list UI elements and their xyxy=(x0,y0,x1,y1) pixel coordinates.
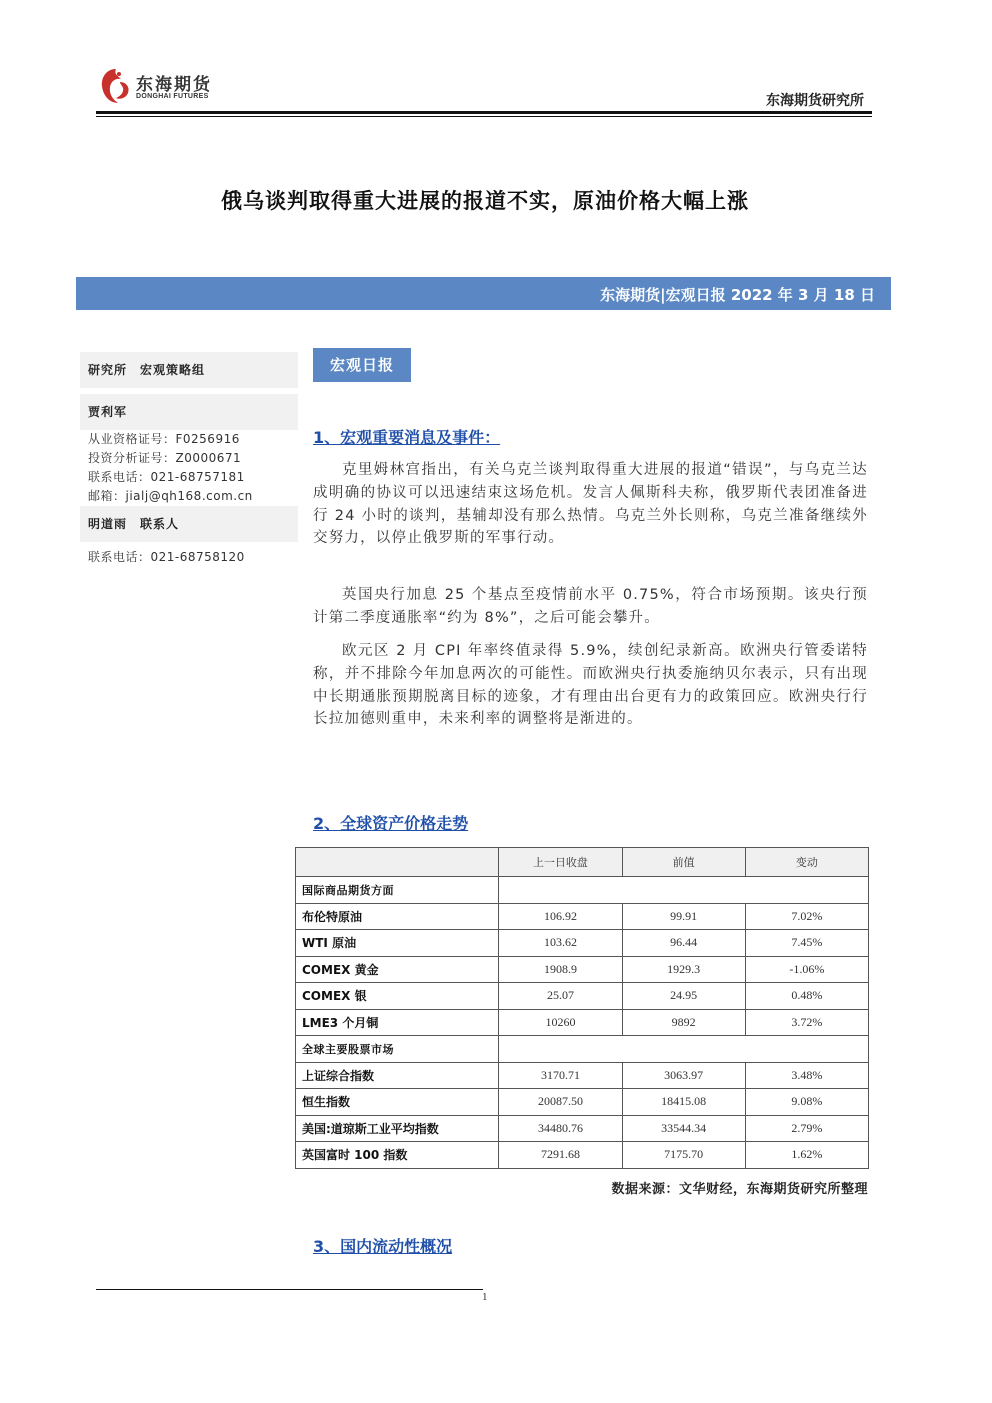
contact-phone: 联系电话：021-68758120 xyxy=(88,550,245,564)
table-row xyxy=(296,1009,869,1036)
asset-name: 上证综合指数 xyxy=(296,1062,499,1089)
asset-prev: 99.91 xyxy=(622,903,745,930)
table-row xyxy=(296,1062,869,1089)
contact-name: 明道雨 联系人 xyxy=(80,506,298,542)
author-qualification: 从业资格证号：F0256916 xyxy=(88,432,240,446)
asset-prev: 7175.70 xyxy=(622,1142,745,1169)
asset-prev: 24.95 xyxy=(622,983,745,1010)
table-header-blank xyxy=(296,848,499,877)
table-header-close: 上一日收盘 xyxy=(499,848,622,877)
asset-prev: 9892 xyxy=(622,1009,745,1036)
asset-change: 0.48% xyxy=(745,983,868,1010)
asset-change: 3.72% xyxy=(745,1009,868,1036)
news-paragraph: 克里姆林宫指出，有关乌克兰谈判取得重大进展的报道“错误”，与乌克兰达成明确的协议可以迅速结束这场危机。发言人佩斯科夫称，俄罗斯代表团准备进行 24 小时的谈判，基辅却没有那么热情。乌克兰外长则称，乌克兰准备继续外交努力，以停止俄罗斯的军事行动。 xyxy=(313,462,868,547)
section-heading-asset-prices: 2、全球资产价格走势 xyxy=(313,814,469,833)
asset-change: 7.02% xyxy=(745,903,868,930)
table-row xyxy=(296,903,869,930)
asset-price-table xyxy=(295,847,869,1169)
asset-name: 恒生指数 xyxy=(296,1089,499,1116)
news-paragraph: 欧元区 2 月 CPI 年率终值录得 5.9%，续创纪录新高。欧洲央行管委诺特称，并不排除今年加息两次的可能性。而欧洲央行执委施纳贝尔表示，只有出现中长期通胀预期脱离目标的迹象，才有理由出台更有力的政策回应。欧洲央行行长拉加德则重申，未来利率的调整将是渐进的。 xyxy=(313,643,868,728)
table-header-prev: 前值 xyxy=(622,848,745,877)
table-group-row xyxy=(296,877,869,904)
asset-change: 9.08% xyxy=(745,1089,868,1116)
asset-name: 美国:道琼斯工业平均指数 xyxy=(296,1115,499,1142)
section-heading-macro-news: 1、宏观重要消息及事件： xyxy=(313,428,501,447)
table-row xyxy=(296,983,869,1010)
author-analyst-id: 投资分析证号：Z0000671 xyxy=(88,451,242,465)
table-header-row xyxy=(296,848,869,877)
table-row xyxy=(296,1089,869,1116)
report-title: 俄乌谈判取得重大进展的报道不实，原油价格大幅上涨 xyxy=(221,189,749,213)
table-row xyxy=(296,1115,869,1142)
asset-change: -1.06% xyxy=(745,956,868,983)
asset-close: 103.62 xyxy=(499,930,622,957)
asset-change: 7.45% xyxy=(745,930,868,957)
asset-close: 20087.50 xyxy=(499,1089,622,1116)
table-header-change: 变动 xyxy=(745,848,868,877)
section-heading-liquidity: 3、国内流动性概况 xyxy=(313,1237,453,1256)
dragon-logo-icon xyxy=(98,66,134,106)
asset-name: 英国富时 100 指数 xyxy=(296,1142,499,1169)
asset-close: 25.07 xyxy=(499,983,622,1010)
daily-report-tag: 宏观日报 xyxy=(313,348,411,382)
news-paragraph: 英国央行加息 25 个基点至疫情前水平 0.75%，符合市场预期。该央行预计第二季度通胀率“约为 8%”，之后可能会攀升。 xyxy=(313,587,868,626)
asset-name: COMEX 银 xyxy=(296,983,499,1010)
donghai-logo xyxy=(98,66,238,108)
table-group-row xyxy=(296,1036,869,1063)
logo-text-cn: 东海期货 xyxy=(136,75,212,95)
table-row xyxy=(296,956,869,983)
asset-name: 布伦特原油 xyxy=(296,903,499,930)
asset-name: COMEX 黄金 xyxy=(296,956,499,983)
asset-change: 1.62% xyxy=(745,1142,868,1169)
asset-close: 34480.76 xyxy=(499,1115,622,1142)
header-org-name: 东海期货研究所 xyxy=(766,93,864,109)
data-source-note: 数据来源：文华财经，东海期货研究所整理 xyxy=(611,1182,868,1197)
asset-close: 1908.9 xyxy=(499,956,622,983)
asset-change: 2.79% xyxy=(745,1115,868,1142)
asset-close: 10260 xyxy=(499,1009,622,1036)
asset-prev: 1929.3 xyxy=(622,956,745,983)
asset-close: 106.92 xyxy=(499,903,622,930)
group-label: 全球主要股票市场 xyxy=(296,1036,499,1063)
asset-name: LME3 个月铜 xyxy=(296,1009,499,1036)
header-rule-thick xyxy=(96,111,872,114)
table-row xyxy=(296,930,869,957)
research-group: 研究所 宏观策略组 xyxy=(80,352,298,388)
logo-text-en: DONGHAI FUTURES xyxy=(136,93,209,100)
page-number: 1 xyxy=(482,1291,488,1303)
author-phone: 联系电话：021-68757181 xyxy=(88,470,245,484)
report-banner xyxy=(76,277,891,310)
asset-close: 7291.68 xyxy=(499,1142,622,1169)
asset-prev: 33544.34 xyxy=(622,1115,745,1142)
asset-close: 3170.71 xyxy=(499,1062,622,1089)
footer-rule xyxy=(96,1289,483,1290)
asset-prev: 96.44 xyxy=(622,930,745,957)
table-row xyxy=(296,1142,869,1169)
author-email: 邮箱：jialj@qh168.com.cn xyxy=(88,489,253,503)
author-sidebar xyxy=(80,352,298,567)
author-name: 贾利军 xyxy=(80,394,298,430)
asset-name: WTI 原油 xyxy=(296,930,499,957)
asset-change: 3.48% xyxy=(745,1062,868,1089)
asset-prev: 18415.08 xyxy=(622,1089,745,1116)
banner-text: 东海期货|宏观日报 2022 年 3 月 18 日 xyxy=(600,286,875,304)
asset-prev: 3063.97 xyxy=(622,1062,745,1089)
group-label: 国际商品期货方面 xyxy=(296,877,499,904)
header-rule-thin xyxy=(96,116,872,117)
